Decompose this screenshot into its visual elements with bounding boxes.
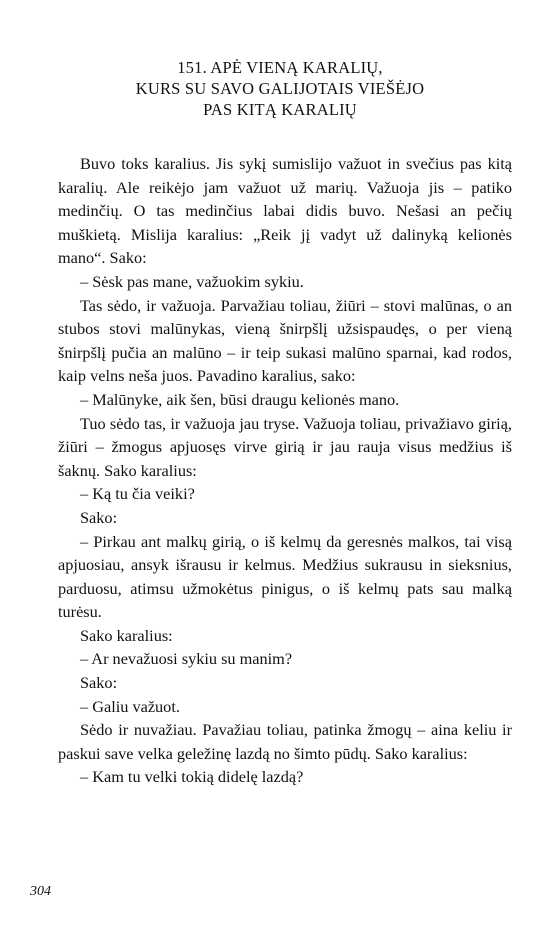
paragraph: – Ką tu čia veiki? [80,484,195,504]
heading-line-1: 151. APĖ VIENĄ KARALIŲ, [177,58,383,77]
page-number: 304 [30,884,51,899]
paragraph: Sako: [80,507,118,527]
paragraph: – Pirkau ant malkų girią, o iš kelmų da geresnės malkos, tai visą apjuosiau, ansyk išrausu ir kelmus. Medžius sukrausu in sieksnius, parduosu, atimsu užmokėtus pinigus, o iš kelmų pats sau malką turėsu. [58,531,512,622]
chapter-heading [60,57,500,120]
heading-line-2: KURS SU SAVO GALIJOTAIS VIEŠĖJO [135,79,425,98]
paragraph: Buvo toks karalius. Jis sykį sumislijo važuot in svečius pas kitą karalių. Ale reikėjo jam važuot už marių. Važuoja jis – patiko medinčių. O tas medinčius labai didis buvo. Nešasi an pečių muškietą. Mislija karalius: „Reik jį vadyt už dalinyką kelionės mano“. Sako: [58,154,512,268]
paragraph: – Galiu važuot. [80,696,180,716]
paragraph: Tuo sėdo tas, ir važuoja jau tryse. Važuoja toliau, privažiavo girią, žiūri – žmogus apjuosęs virve girią ir jau rauja visus medžius iš šaknų. Sako karalius: [58,413,512,480]
paragraph: – Kam tu velki tokią didelę lazdą? [80,767,304,787]
paragraph: Sėdo ir nuvažiau. Pavažiau toliau, patinka žmogų – aina keliu ir paskui save velka geležinę lazdą no šimto pūdų. Sako karalius: [58,720,512,763]
paragraph: – Sėsk pas mane, važuokim sykiu. [80,271,304,291]
paragraph: Sako: [80,673,118,693]
story-text [58,152,512,789]
paragraph: Tas sėdo, ir važuoja. Parvažiau toliau, žiūri – stovi malūnas, o an stubos stovi malūnykas, vieną šnirpšlį užsispaudęs, o per vieną šnirpšlį pučia an malūno – ir teip sukasi malūno sparnai, kad rodos, kaip velns neša juos. Pavadino karalius, sako: [58,295,512,386]
heading-line-3: PAS KITĄ KARALIŲ [203,100,357,119]
paragraph: Sako karalius: [80,625,173,645]
paragraph: – Ar nevažuosi sykiu su manim? [80,649,293,669]
paragraph: – Malūnyke, aik šen, būsi draugu kelionės mano. [80,389,400,409]
